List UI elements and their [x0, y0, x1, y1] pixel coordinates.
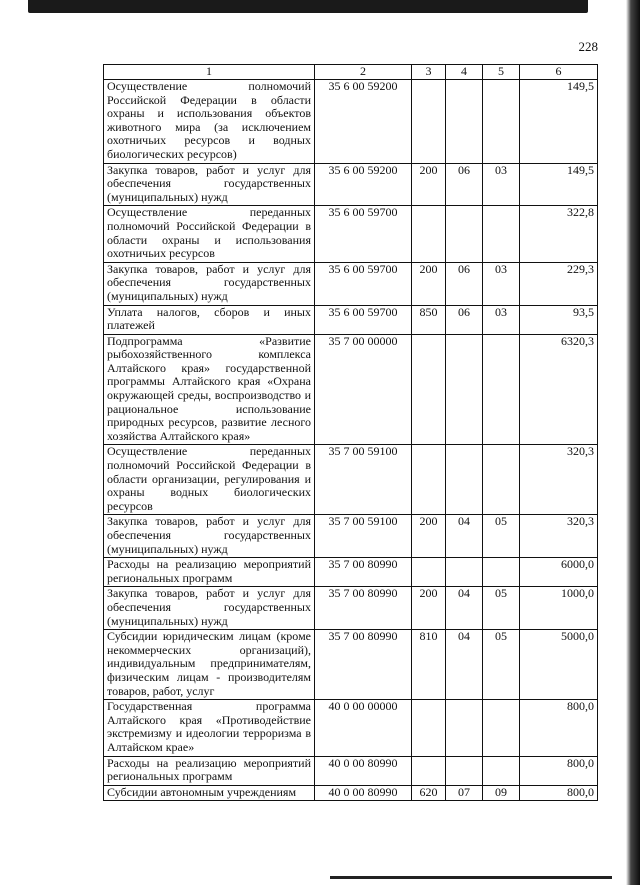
row-section-cell	[446, 80, 483, 164]
row-code-cell: 35 6 00 59200	[315, 163, 412, 206]
row-subsection-cell: 05	[483, 630, 520, 700]
row-subsection-cell	[483, 558, 520, 587]
row-expense-type-cell	[412, 558, 446, 587]
row-name-cell: Осуществление полномочий Российской Федерации в области охраны и использования объектов животного мира (за исключением охотничьих ресурсов и водных биологических ресурсов)	[104, 80, 315, 164]
column-header: 3	[412, 65, 446, 80]
row-expense-type-cell: 200	[412, 515, 446, 558]
row-name-cell: Государственная программа Алтайского края «Противодействие экстремизму и идеологии терроризма в Алтайском крае»	[104, 700, 315, 756]
row-subsection-cell	[483, 700, 520, 756]
row-subsection-cell: 09	[483, 785, 520, 801]
row-section-cell: 04	[446, 630, 483, 700]
row-name-cell: Расходы на реализацию мероприятий региональных программ	[104, 558, 315, 587]
page-number: 228	[578, 39, 598, 54]
row-code-cell: 35 6 00 59700	[315, 305, 412, 334]
row-subsection-cell	[483, 334, 520, 445]
table-row	[104, 305, 598, 334]
row-sum-cell: 322,8	[520, 206, 598, 262]
row-expense-type-cell: 200	[412, 262, 446, 305]
row-sum-cell: 6000,0	[520, 558, 598, 587]
row-code-cell: 35 6 00 59700	[315, 262, 412, 305]
row-code-cell: 35 7 00 00000	[315, 334, 412, 445]
row-section-cell	[446, 206, 483, 262]
row-subsection-cell: 03	[483, 262, 520, 305]
row-subsection-cell	[483, 80, 520, 164]
row-code-cell: 35 7 00 80990	[315, 630, 412, 700]
row-section-cell	[446, 558, 483, 587]
table-row	[104, 80, 598, 164]
row-code-cell: 40 0 00 80990	[315, 756, 412, 785]
row-section-cell	[446, 334, 483, 445]
row-code-cell: 35 7 00 59100	[315, 445, 412, 515]
column-header: 4	[446, 65, 483, 80]
row-name-cell: Осуществление переданных полномочий Российской Федерации в области организации, регулирования и охраны водных биологических ресурсов	[104, 445, 315, 515]
scan-shadow-top	[28, 0, 588, 13]
row-sum-cell: 320,3	[520, 445, 598, 515]
row-sum-cell: 800,0	[520, 756, 598, 785]
row-section-cell: 07	[446, 785, 483, 801]
table-row	[104, 515, 598, 558]
row-section-cell: 04	[446, 587, 483, 630]
table-row	[104, 700, 598, 756]
row-sum-cell: 149,5	[520, 163, 598, 206]
row-code-cell: 40 0 00 80990	[315, 785, 412, 801]
table-row	[104, 756, 598, 785]
table-row	[104, 163, 598, 206]
row-expense-type-cell: 810	[412, 630, 446, 700]
table-row	[104, 587, 598, 630]
row-name-cell: Закупка товаров, работ и услуг для обеспечения государственных (муниципальных) нужд	[104, 262, 315, 305]
row-subsection-cell: 03	[483, 163, 520, 206]
row-name-cell: Осуществление переданных полномочий Российской Федерации в области охраны и использования охотничьих ресурсов	[104, 206, 315, 262]
row-sum-cell: 6320,3	[520, 334, 598, 445]
row-sum-cell: 149,5	[520, 80, 598, 164]
row-name-cell: Расходы на реализацию мероприятий региональных программ	[104, 756, 315, 785]
table-row	[104, 558, 598, 587]
row-expense-type-cell: 850	[412, 305, 446, 334]
row-expense-type-cell: 200	[412, 163, 446, 206]
row-subsection-cell: 05	[483, 587, 520, 630]
row-subsection-cell: 03	[483, 305, 520, 334]
table-row	[104, 630, 598, 700]
table-row	[104, 262, 598, 305]
table-row	[104, 206, 598, 262]
row-section-cell: 06	[446, 262, 483, 305]
scan-shadow-right	[626, 0, 640, 885]
row-subsection-cell	[483, 206, 520, 262]
row-name-cell: Закупка товаров, работ и услуг для обеспечения государственных (муниципальных) нужд	[104, 587, 315, 630]
row-name-cell: Подпрограмма «Развитие рыбохозяйственного комплекса Алтайского края» государственной программы Алтайского края «Охрана окружающей среды, воспроизводство и рациональное использование природных ресурсов, развитие лесного хозяйства Алтайского края»	[104, 334, 315, 445]
row-code-cell: 35 7 00 59100	[315, 515, 412, 558]
row-code-cell: 35 7 00 80990	[315, 558, 412, 587]
row-expense-type-cell	[412, 700, 446, 756]
column-header: 1	[104, 65, 315, 80]
row-expense-type-cell	[412, 756, 446, 785]
row-name-cell: Закупка товаров, работ и услуг для обеспечения государственных (муниципальных) нужд	[104, 515, 315, 558]
row-sum-cell: 320,3	[520, 515, 598, 558]
row-subsection-cell	[483, 445, 520, 515]
table-body	[104, 80, 598, 801]
row-expense-type-cell: 200	[412, 587, 446, 630]
row-section-cell: 06	[446, 305, 483, 334]
column-header: 5	[483, 65, 520, 80]
row-expense-type-cell: 620	[412, 785, 446, 801]
table-row	[104, 785, 598, 801]
row-section-cell	[446, 445, 483, 515]
row-expense-type-cell	[412, 80, 446, 164]
column-header: 6	[520, 65, 598, 80]
row-sum-cell: 5000,0	[520, 630, 598, 700]
scan-shadow-bottom	[330, 876, 612, 879]
row-expense-type-cell	[412, 334, 446, 445]
row-sum-cell: 800,0	[520, 700, 598, 756]
row-sum-cell: 93,5	[520, 305, 598, 334]
row-section-cell: 04	[446, 515, 483, 558]
table-header-row	[104, 65, 598, 80]
row-section-cell: 06	[446, 163, 483, 206]
table-row	[104, 445, 598, 515]
row-sum-cell: 229,3	[520, 262, 598, 305]
budget-table	[103, 64, 598, 801]
row-expense-type-cell	[412, 445, 446, 515]
table-row	[104, 334, 598, 445]
row-name-cell: Закупка товаров, работ и услуг для обеспечения государственных (муниципальных) нужд	[104, 163, 315, 206]
row-sum-cell: 1000,0	[520, 587, 598, 630]
column-header: 2	[315, 65, 412, 80]
row-code-cell: 35 7 00 80990	[315, 587, 412, 630]
row-code-cell: 35 6 00 59200	[315, 80, 412, 164]
row-name-cell: Субсидии автономным учреждениям	[104, 785, 315, 801]
row-sum-cell: 800,0	[520, 785, 598, 801]
row-section-cell	[446, 700, 483, 756]
row-expense-type-cell	[412, 206, 446, 262]
row-subsection-cell: 05	[483, 515, 520, 558]
row-code-cell: 35 6 00 59700	[315, 206, 412, 262]
row-code-cell: 40 0 00 00000	[315, 700, 412, 756]
row-section-cell	[446, 756, 483, 785]
row-name-cell: Уплата налогов, сборов и иных платежей	[104, 305, 315, 334]
row-name-cell: Субсидии юридическим лицам (кроме некоммерческих организаций), индивидуальным предпринимателям, физическим лицам - производителям товаров, работ, услуг	[104, 630, 315, 700]
row-subsection-cell	[483, 756, 520, 785]
